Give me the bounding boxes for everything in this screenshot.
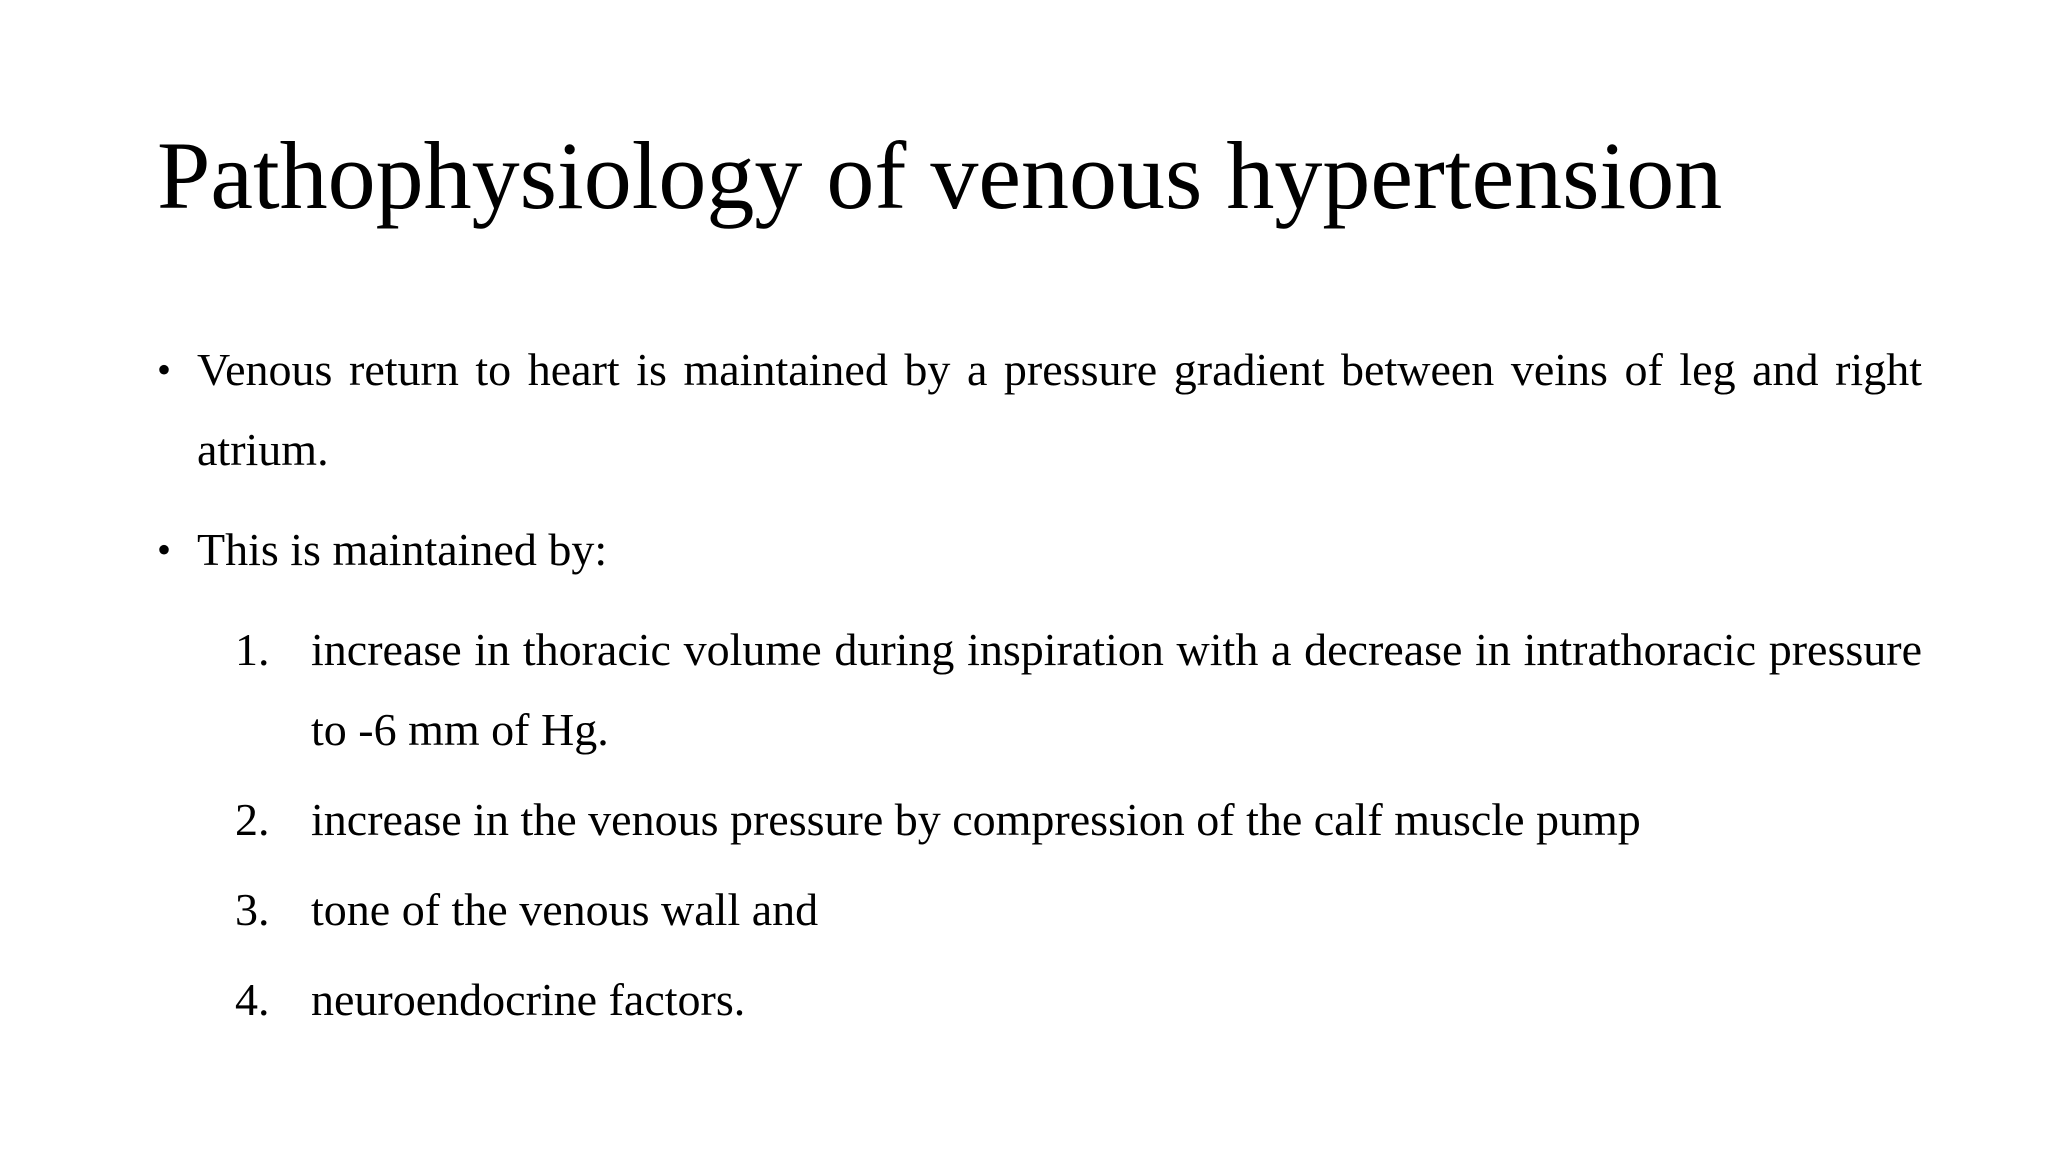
list-number: 1. (235, 624, 270, 675)
list-item-text: neuroendocrine factors. (311, 974, 746, 1025)
list-number: 3. (235, 884, 270, 935)
list-item (157, 610, 1922, 770)
list-item (157, 870, 1922, 950)
bullet-item (157, 330, 1922, 490)
list-number: 2. (235, 794, 270, 845)
numbered-list (157, 610, 1922, 1040)
bullet-text: Venous return to heart is maintained by a pressure gradient between veins of leg and right atrium. (197, 344, 1922, 475)
slide-content (157, 330, 1922, 1050)
bullet-text: This is maintained by: (197, 524, 608, 575)
bullet-item (157, 510, 1922, 590)
list-number: 4. (235, 974, 270, 1025)
bullet-marker: • (157, 527, 172, 572)
slide-title: Pathophysiology of venous hypertension (157, 122, 1723, 229)
bullet-marker: • (157, 347, 172, 392)
list-item (157, 780, 1922, 860)
list-item-text: increase in thoracic volume during inspiration with a decrease in intrathoracic pressure to -6 mm of Hg. (311, 624, 1922, 755)
list-item (157, 960, 1922, 1040)
list-item-text: increase in the venous pressure by compression of the calf muscle pump (311, 794, 1641, 845)
list-item-text: tone of the venous wall and (311, 884, 819, 935)
